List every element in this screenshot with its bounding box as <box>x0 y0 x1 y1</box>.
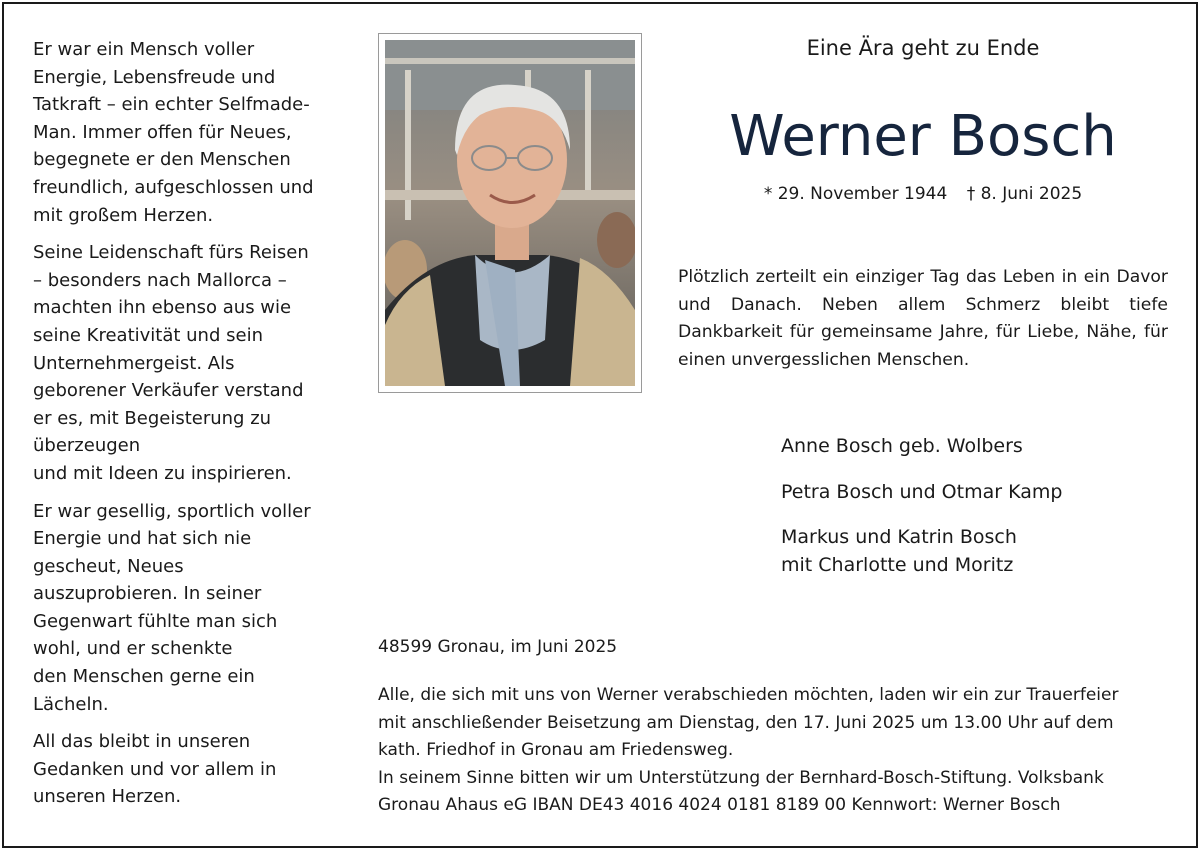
deceased-name: Werner Bosch <box>729 104 1117 169</box>
notice-line: Alle, die sich mit uns von Werner verabschieden möchten, laden wir ein zur Trauerfeier <box>378 685 1119 705</box>
birth-date: * 29. November 1944 <box>763 184 948 204</box>
family-signatures <box>781 433 1181 597</box>
memorial-quote: Plötzlich zerteilt ein einziger Tag das Leben in ein Davor und Danach. Neben allem Schmerz bleibt tiefe Dankbarkeit für gemeinsame Jahre, für Liebe, Nähe, für einen unvergesslichen Menschen. <box>678 267 1168 370</box>
notice-line: mit anschließender Beisetzung am Dienstag, den 17. Juni 2025 um 13.00 Uhr auf dem <box>378 712 1114 733</box>
family-line-1: Anne Bosch geb. Wolbers <box>781 435 1023 457</box>
notice-line: Gronau Ahaus eG IBAN DE43 4016 4024 0181 8189 00 Kennwort: Werner Bosch <box>378 795 1061 815</box>
life-dates <box>678 184 1168 204</box>
portrait-illustration <box>385 40 635 386</box>
funeral-notice <box>378 682 1178 820</box>
tribute-paragraph-4: All das bleibt in unseren Gedanken und vor allem in unseren Herzen. <box>33 731 277 808</box>
tribute-text <box>33 36 333 821</box>
tribute-paragraph-3: Er war gesellig, sportlich voller Energie und hat sich nie gescheut, Neues auszuprobieren. In seiner Gegenwart fühlte man sich wohl, und er schenkte den Menschen gerne ein Lächeln. <box>33 500 311 715</box>
death-date: † 8. Juni 2025 <box>966 184 1083 204</box>
tribute-paragraph-1: Er war ein Mensch voller Energie, Lebensfreude und Tatkraft – ein echter Selfmade- Man. Immer offen für Neues, begegnete er den Menschen freundlich, aufgeschlossen und mit großem Herzen. <box>33 39 314 226</box>
notice-line: In seinem Sinne bitten wir um Unterstützung der Bernhard-Bosch-Stiftung. Volksbank <box>378 767 1104 788</box>
family-line-2: Petra Bosch und Otmar Kamp <box>781 480 1063 503</box>
family-line-3: Markus und Katrin Bosch mit Charlotte und Moritz <box>781 526 1017 576</box>
tribute-paragraph-2: Seine Leidenschaft fürs Reisen – besonders nach Mallorca – machten ihn ebenso aus wie seine Kreativität und sein Unternehmergeist. Als geborener Verkäufer verstand er es, mit Begeisterung zu überzeugen und mit Ideen zu inspirieren. <box>33 242 309 484</box>
portrait-photo <box>378 33 642 393</box>
subtitle: Eine Ära geht zu Ende <box>806 36 1040 60</box>
place-date: 48599 Gronau, im Juni 2025 <box>378 637 618 657</box>
notice-line: kath. Friedhof in Gronau am Friedensweg. <box>378 740 734 760</box>
